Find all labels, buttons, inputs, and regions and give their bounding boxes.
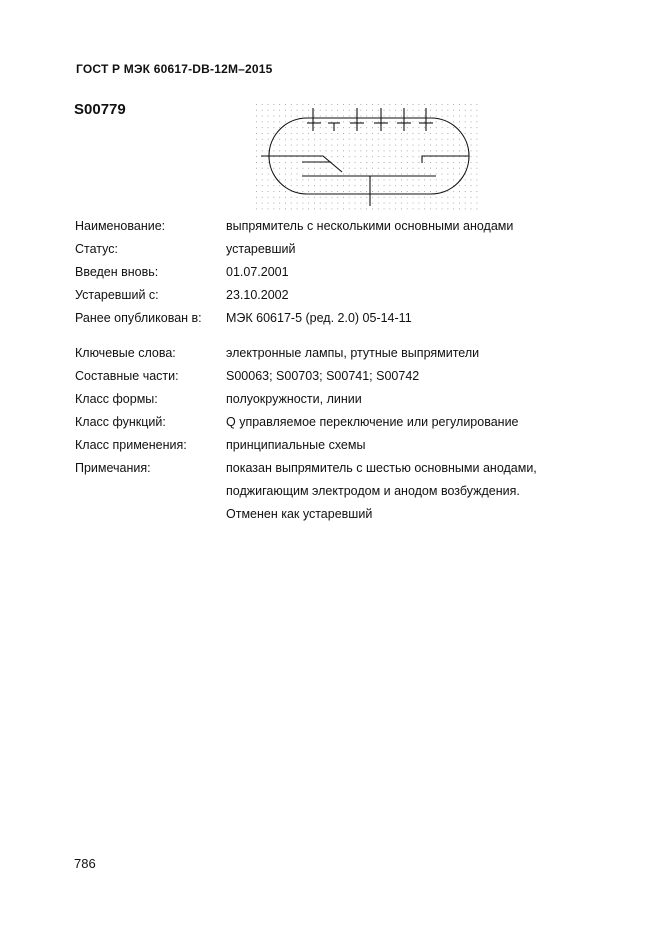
field-value: 23.10.2002	[226, 288, 289, 302]
field-value: электронные лампы, ртутные выпрямители	[226, 346, 480, 360]
page-number: 786	[74, 856, 96, 871]
notes-continuation	[75, 480, 635, 502]
field-name	[75, 215, 635, 237]
field-label: Класс функций:	[75, 415, 166, 429]
notes-line-2: поджигающим электродом и анодом возбуждения.	[226, 484, 520, 498]
notes-line-1: показан выпрямитель с шестью основными анодами,	[226, 461, 537, 475]
field-label: Ранее опубликован в:	[75, 311, 202, 325]
field-function-class	[75, 411, 635, 433]
field-label: Класс применения:	[75, 438, 187, 452]
field-value: Q управляемое переключение или регулирование	[226, 415, 519, 429]
field-value: полуокружности, линии	[226, 392, 362, 406]
notes-line-3: Отменен как устаревший	[226, 507, 373, 521]
rectifier-multiple-anodes-symbol-icon	[254, 102, 484, 212]
field-value: 01.07.2001	[226, 265, 289, 279]
field-notes	[75, 457, 635, 479]
field-keywords	[75, 342, 635, 364]
field-form-class	[75, 388, 635, 410]
field-label: Наименование:	[75, 219, 166, 233]
field-label: Класс формы:	[75, 392, 158, 406]
notes-continuation	[75, 503, 635, 525]
field-obsolete-since	[75, 284, 635, 306]
field-application-class	[75, 434, 635, 456]
ignition-electrode	[261, 156, 342, 172]
field-components	[75, 365, 635, 387]
field-label: Ключевые слова:	[75, 346, 176, 360]
symbol-code: S00779	[74, 101, 126, 118]
excitation-anode	[422, 156, 469, 163]
field-value: S00063; S00703; S00741; S00742	[226, 369, 420, 383]
field-previously-published	[75, 307, 635, 329]
field-value: МЭК 60617-5 (ред. 2.0) 05-14-11	[226, 311, 412, 325]
field-label: Составные части:	[75, 369, 179, 383]
field-label: Статус:	[75, 242, 118, 256]
field-label: Введен вновь:	[75, 265, 159, 279]
field-status	[75, 238, 635, 260]
field-introduced	[75, 261, 635, 283]
field-label: Устаревший с:	[75, 288, 159, 302]
field-label: Примечания:	[75, 461, 151, 475]
field-value: принципиальные схемы	[226, 438, 366, 452]
field-value: выпрямитель с несколькими основными анодами	[226, 219, 514, 233]
document-header: ГОСТ Р МЭК 60617-DB-12M–2015	[76, 62, 273, 76]
field-value: устаревший	[226, 242, 296, 256]
